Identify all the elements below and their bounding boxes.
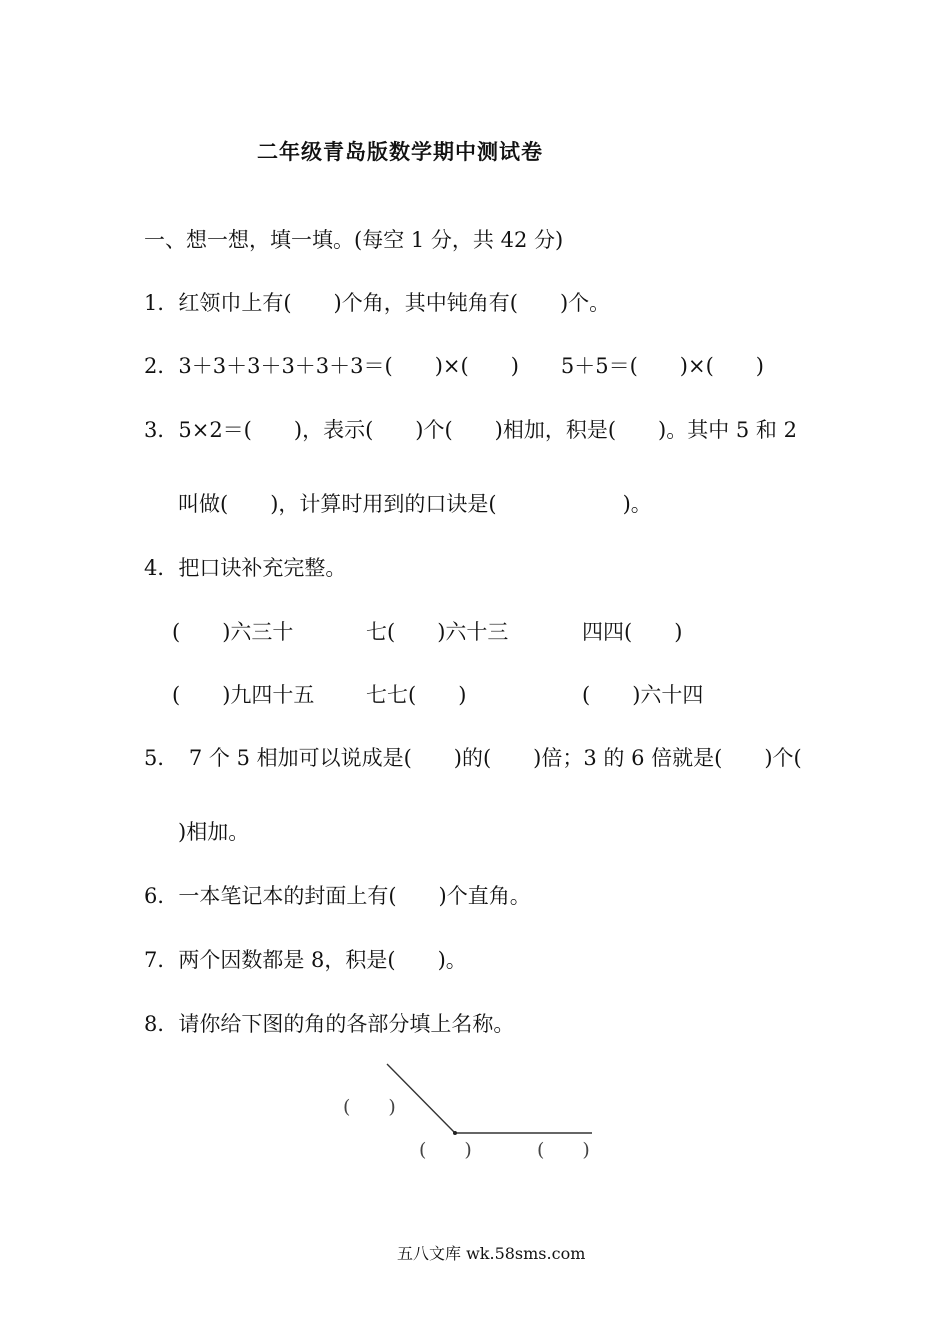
question-8: 8．请你给下图的角的各部分填上名称。 [144, 1012, 515, 1036]
angle-side-upper [387, 1064, 455, 1133]
question-7: 7．两个因数都是 8，积是( )。 [144, 948, 467, 972]
q4-row1-item-2: 七( )六十三 [366, 620, 509, 644]
question-1: 1．红领巾上有( )个角，其中钝角有( )个。 [144, 291, 611, 315]
question-6: 6．一本笔记本的封面上有( )个直角。 [144, 884, 531, 908]
angle-vertex [453, 1131, 457, 1135]
q4-row2-item-2: 七七( ) [366, 683, 467, 707]
angle-label-vertex: ( ) [419, 1139, 472, 1161]
section-heading: 一、想一想，填一填。(每空 1 分，共 42 分) [144, 228, 564, 252]
q4-row1-item-3: 四四( ) [582, 620, 683, 644]
page-title: 二年级青岛版数学期中测试卷 [257, 140, 543, 164]
question-5-line-2: )相加。 [178, 820, 250, 844]
question-5-line-1: 5． 7 个 5 相加可以说成是( )的( )倍；3 的 6 倍就是( )个( [144, 746, 802, 770]
q4-row2-item-3: ( )六十四 [582, 683, 704, 707]
angle-label-side-lower: ( ) [537, 1139, 590, 1161]
q4-row2-item-1: ( )九四十五 [172, 683, 315, 707]
angle-label-side-upper: ( ) [343, 1096, 396, 1118]
question-4: 4．把口诀补充完整。 [144, 556, 347, 580]
q4-row1-item-1: ( )六三十 [172, 620, 294, 644]
question-3-line-2: 叫做( )，计算时用到的口诀是( )。 [178, 492, 652, 516]
footer-watermark: 五八文库 wk.58sms.com [397, 1244, 586, 1263]
question-2: 2．3＋3＋3＋3＋3＋3＝( )×( ) 5＋5＝( )×( ) [144, 354, 764, 378]
question-3-line-1: 3．5×2＝( )，表示( )个( )相加，积是( )。其中 5 和 2 [144, 418, 797, 442]
